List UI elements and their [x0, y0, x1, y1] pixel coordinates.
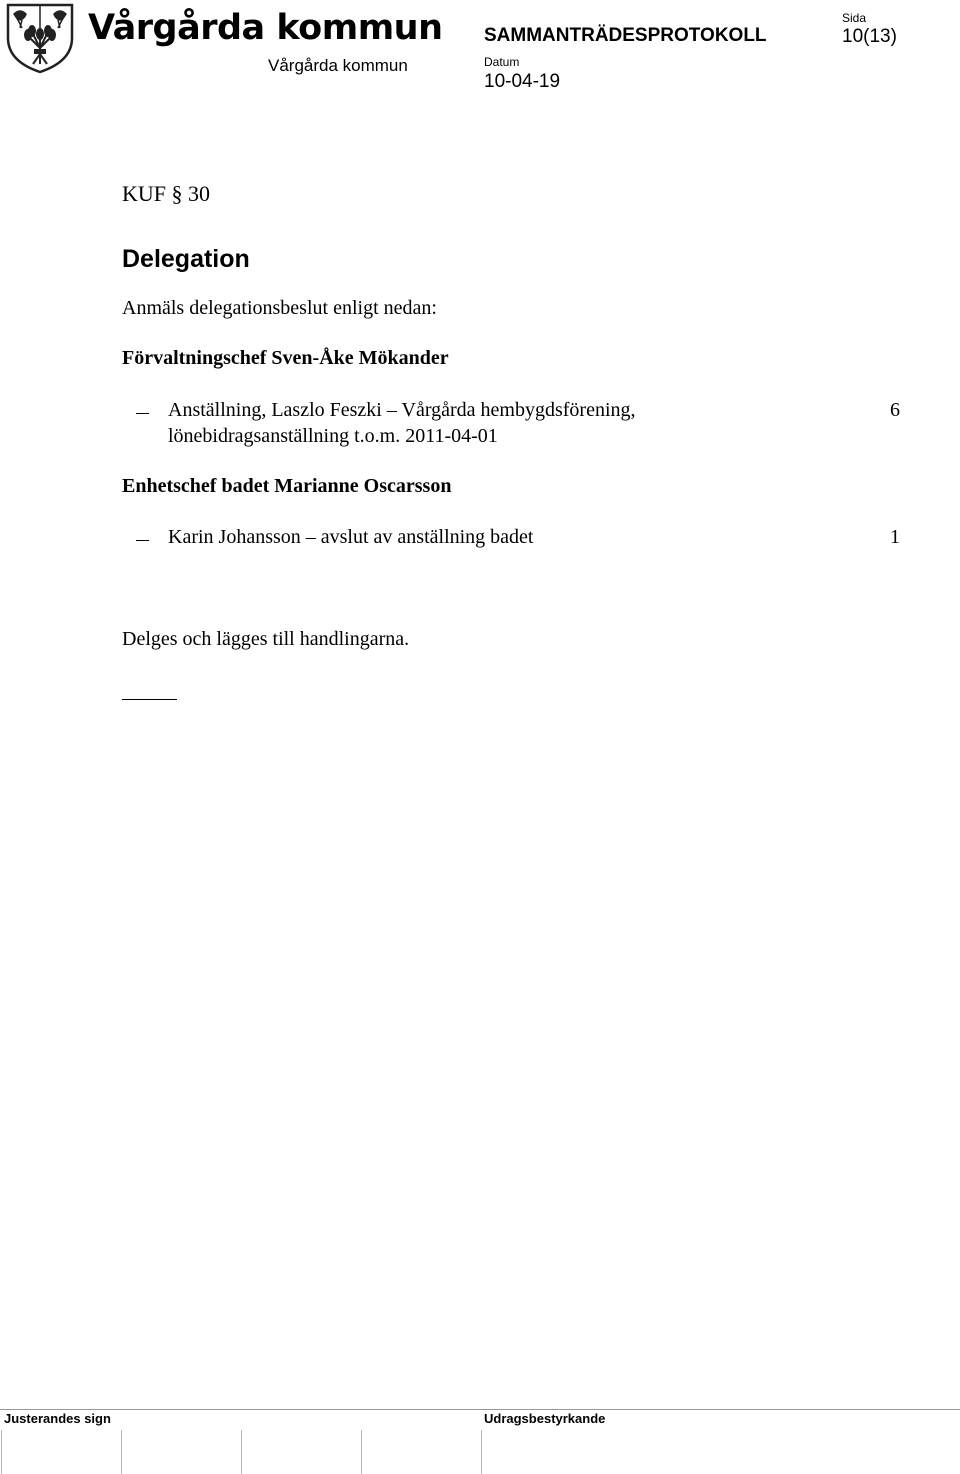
delegate-title: Förvaltningschef Sven-Åke Mökander: [122, 347, 449, 369]
list-item: Anställning, Laszlo Feszki – Vårgårda hembygdsförening, lönebidragsanställning t.o.m. 2011-04-01: [168, 399, 636, 447]
item-count: 1: [890, 526, 900, 548]
page-number: 10(13): [842, 26, 897, 47]
org-name: Vårgårda kommun: [268, 56, 408, 75]
footer-rule: [0, 1409, 960, 1410]
justerandes-sign-label: Justerandes sign: [4, 1411, 111, 1426]
signature-box: [481, 1430, 482, 1474]
logo-wordmark: Vårgårda kommun: [88, 8, 443, 48]
list-bullet-dash: [136, 540, 149, 541]
intro-text: Anmäls delegationsbeslut enligt nedan:: [122, 297, 437, 319]
signature-box: [361, 1430, 362, 1474]
udragsbestyrkande-label: Udragsbestyrkande: [484, 1411, 606, 1426]
delegate-title: Enhetschef badet Marianne Oscarsson: [122, 475, 452, 497]
page-label: Sida: [842, 11, 867, 25]
closing-text: Delges och lägges till handlingarna.: [122, 628, 410, 650]
signature-box: [1, 1430, 2, 1474]
signature-box: [241, 1430, 242, 1474]
document-type: SAMMANTRÄDESPROTOKOLL: [484, 25, 767, 46]
item-count: 6: [890, 399, 900, 421]
page-title: Delegation: [122, 245, 250, 273]
date-label: Datum: [484, 55, 520, 69]
list-item: Karin Johansson – avslut av anställning badet: [168, 526, 534, 548]
municipality-crest-logo: [4, 2, 76, 74]
date-value: 10-04-19: [484, 71, 561, 92]
signature-box: [121, 1430, 122, 1474]
separator-rule: [122, 699, 177, 700]
section-code: KUF § 30: [122, 181, 211, 206]
list-bullet-dash: [136, 413, 149, 414]
